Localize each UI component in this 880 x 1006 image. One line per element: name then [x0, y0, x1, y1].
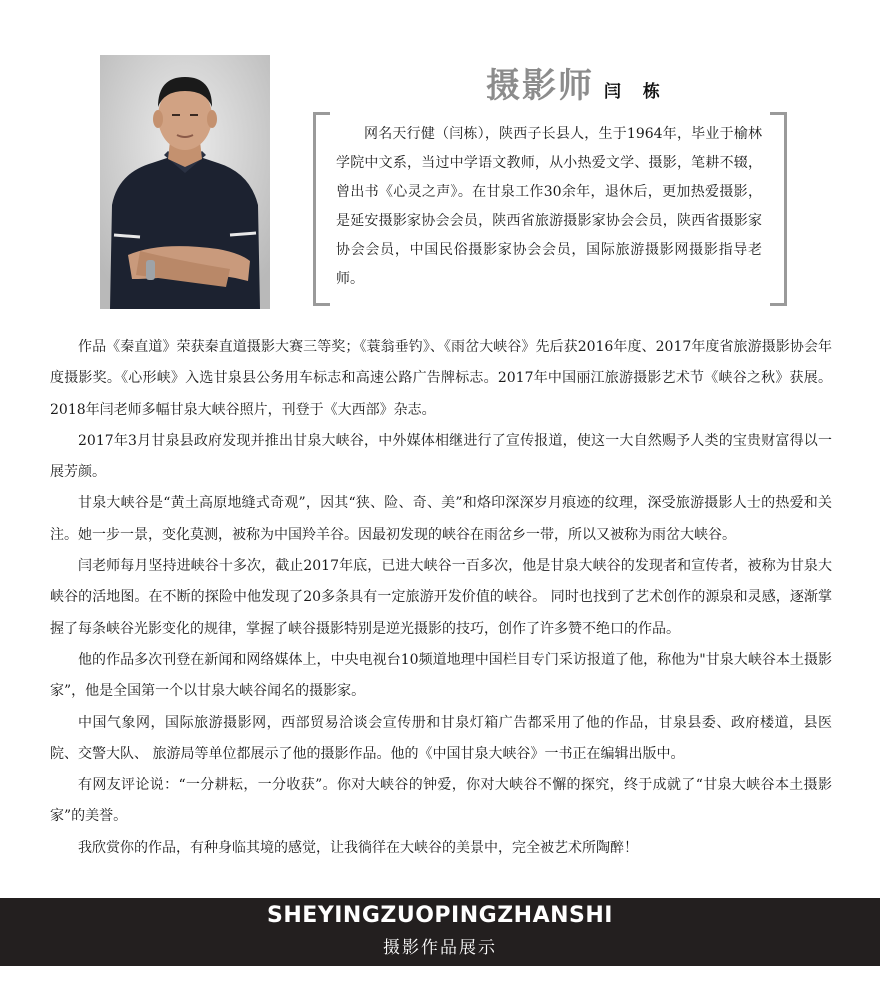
page-title: 摄影师 — [486, 66, 594, 106]
article-paragraph: 2017年3月甘泉县政府发现并推出甘泉大峡谷，中外媒体相继进行了宣传报道，使这一大自然赐予人类的宝贵财富得以一展芳颜。 — [50, 432, 832, 481]
article-paragraph: 我欣赏你的作品，有种身临其境的感觉，让我徜徉在大峡谷的美景中，完全被艺术所陶醉！ — [78, 839, 638, 856]
photographer-name: 闫 栋 — [604, 82, 668, 102]
article-paragraph: 甘泉大峡谷是“黄土高原地缝式奇观”，因其“狭、险、奇、美”和烙印深深岁月痕迹的纹理，深受旅游摄影人士的热爱和关注。她一步一景，变化莫测，被称为中国羚羊谷。因最初发现的峡谷在雨岔乡一带，所以又被称为雨岔大峡谷。 — [50, 495, 832, 543]
article-paragraph: 他的作品多次刊登在新闻和网络媒体上，中央电视台10频道地理中国栏目专门采访报道了他，称他为"甘泉大峡谷本土摄影家”，他是全国第一个以甘泉大峡谷闻名的摄影家。 — [50, 651, 832, 700]
section-title-chinese: 摄影作品展示 — [383, 938, 497, 958]
article-paragraph: 有网友评论说：“一分耕耘，一分收获”。你对大峡谷的钟爱，你对大峡谷不懈的探究，终于成就了“甘泉大峡谷本土摄影家”的美誉。 — [50, 777, 832, 825]
article-body — [50, 332, 832, 864]
bio-frame-left — [313, 112, 330, 306]
bio-frame-right — [770, 112, 787, 306]
page-header — [486, 58, 668, 106]
portrait-image — [100, 55, 270, 309]
article-paragraph: 作品《秦直道》荣获秦直道摄影大赛三等奖；《蓑翁垂钓》、《雨岔大峡谷》先后获2016年度、2017年度省旅游摄影协会年度摄影奖。《心形峡》入选甘泉县公务用车标志和高速公路广告牌标志。2017年中国丽江旅游摄影艺术节《峡谷之秋》获展。2018年闫老师多幅甘泉大峡谷照片，刊登于《大西部》杂志。 — [50, 339, 832, 418]
photographer-portrait — [100, 55, 270, 309]
article-paragraph: 中国气象网，国际旅游摄影网，西部贸易洽谈会宣传册和甘泉灯箱广告都采用了他的作品，甘泉县委、政府楼道，县医院、交警大队、 旅游局等单位都展示了他的摄影作品。他的《中国甘泉大峡谷》一书正在编辑出版中。 — [50, 714, 832, 762]
article-paragraph: 闫老师每月坚持进峡谷十多次，截止2017年底，已进大峡谷一百多次，他是甘泉大峡谷的发现者和宣传者，被称为甘泉大峡谷的活地图。在不断的探险中他发现了20多条具有一定旅游开发价值的峡谷。 同时也找到了艺术创作的源泉和灵感，逐渐掌握了每条峡谷光影变化的规律，掌握了峡谷摄影特别是逆光摄影的技巧，创作了许多赞不绝口的作品。 — [50, 558, 832, 637]
section-title-english: SHEYINGZUOPINGZHANSHI — [267, 903, 613, 928]
photographer-bio: 网名天行健（闫栋），陕西子长县人，生于1964年，毕业于榆林学院中文系，当过中学语文教师，从小热爱文学、摄影，笔耕不辍，曾出书《心灵之声》。在甘泉工作30余年，退休后，更加热爱摄影，是延安摄影家协会会员，陕西省旅游摄影家协会会员，陕西省摄影家协会会员，中国民俗摄影家协会会员，国际旅游摄影网摄影指导老师。 — [336, 126, 762, 287]
